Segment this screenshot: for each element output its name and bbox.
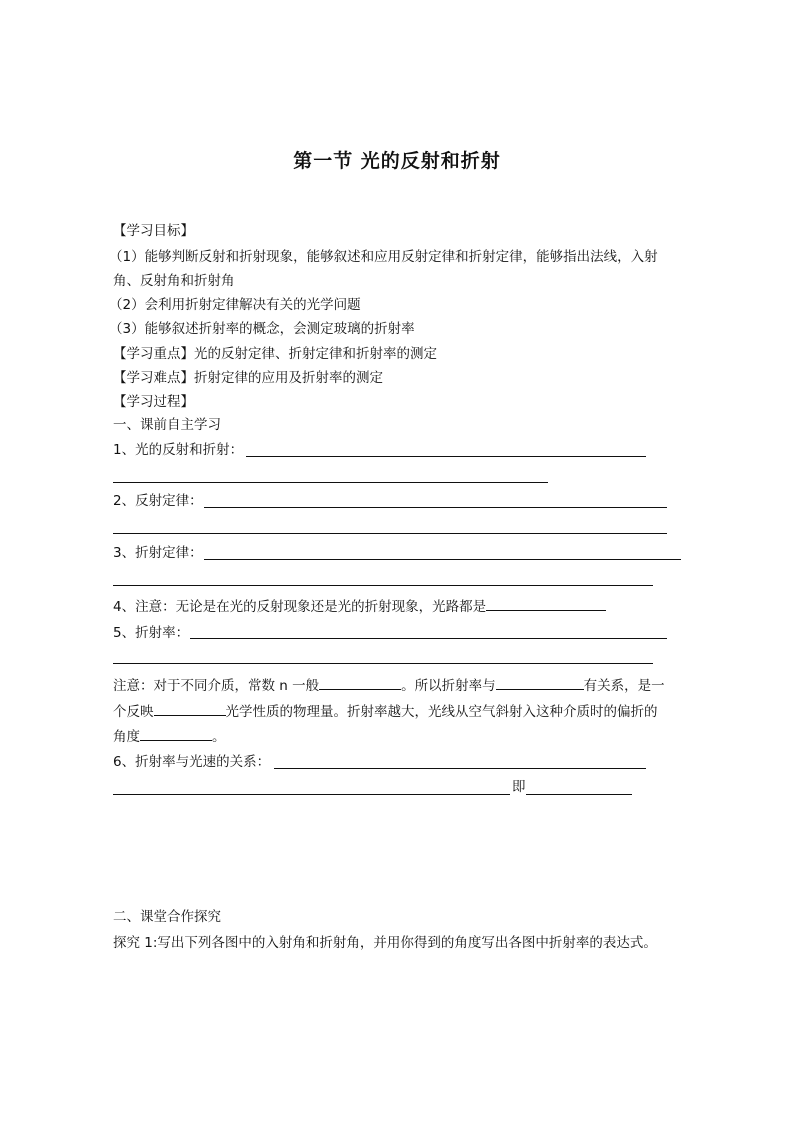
answer-blank-2b[interactable] <box>113 533 667 534</box>
note-text-6: 角度 <box>113 729 140 745</box>
answer-blank-6b[interactable] <box>113 794 510 795</box>
answer-blank-note-4[interactable] <box>140 726 212 741</box>
answer-blank-1a[interactable] <box>246 456 646 457</box>
answer-blank-note-2[interactable] <box>496 675 584 690</box>
note-text-1: 注意：对于不同介质，常数 n 一般 <box>113 678 320 694</box>
question-6-label: 6、折射率与光速的关系： <box>113 754 271 770</box>
objective-2: （2）会利用折射定律解决有关的光学问题 <box>109 297 361 313</box>
question-4 <box>113 596 606 616</box>
question-3-label: 3、折射定律： <box>113 545 203 561</box>
question-4-label: 4、注意：无论是在光的反射现象还是光的折射现象，光路都是 <box>113 599 487 615</box>
section-1-heading: 一、课前自主学习 <box>113 417 221 433</box>
question-1-label: 1、光的反射和折射： <box>113 442 244 458</box>
page-title: 第一节 光的反射和折射 <box>293 150 501 172</box>
note-line-3 <box>113 726 226 746</box>
note-text-4: 个反映 <box>113 704 154 720</box>
answer-blank-note-3[interactable] <box>154 701 226 716</box>
note-text-5: 光学性质的物理量。折射率越大，光线从空气斜射入这种介质时的偏折的 <box>225 704 658 720</box>
key-points: 【学习重点】光的反射定律、折射定律和折射率的测定 <box>113 346 437 362</box>
answer-blank-3b[interactable] <box>113 585 653 586</box>
objectives-header: 【学习目标】 <box>113 223 194 239</box>
answer-blank-4[interactable] <box>486 596 606 611</box>
note-text-7: 。 <box>212 729 226 745</box>
answer-blank-1b[interactable] <box>113 482 548 483</box>
question-5-label: 5、折射率： <box>113 625 190 641</box>
note-line-2 <box>113 701 658 721</box>
answer-blank-6c[interactable] <box>526 794 632 795</box>
objective-1-line-1: （1）能够判断反射和折射现象，能够叙述和应用反射定律和折射定律，能够指出法线，入射 <box>109 249 658 265</box>
answer-blank-6a[interactable] <box>274 768 646 769</box>
answer-blank-note-1[interactable] <box>319 675 401 690</box>
answer-blank-5b[interactable] <box>113 663 653 664</box>
note-text-2: 。所以折射率与 <box>401 678 496 694</box>
question-2-label: 2、反射定律： <box>113 493 203 509</box>
question-6-ji: 即 <box>512 779 526 795</box>
process-header: 【学习过程】 <box>113 394 194 410</box>
objective-1-line-2: 角、反射角和折射角 <box>113 273 235 289</box>
objective-3: （3）能够叙述折射率的概念，会测定玻璃的折射率 <box>109 321 415 337</box>
explore-1: 探究 1:写出下列各图中的入射角和折射角，并用你得到的角度写出各图中折射率的表达式。 <box>113 935 657 951</box>
note-text-3: 有关系，是一 <box>583 678 665 694</box>
difficulties: 【学习难点】折射定律的应用及折射率的测定 <box>113 370 383 386</box>
section-2-heading: 二、课堂合作探究 <box>113 909 221 925</box>
answer-blank-5a[interactable] <box>190 638 667 639</box>
note-line-1 <box>113 675 665 695</box>
answer-blank-3a[interactable] <box>204 559 681 560</box>
answer-blank-2a[interactable] <box>204 507 667 508</box>
